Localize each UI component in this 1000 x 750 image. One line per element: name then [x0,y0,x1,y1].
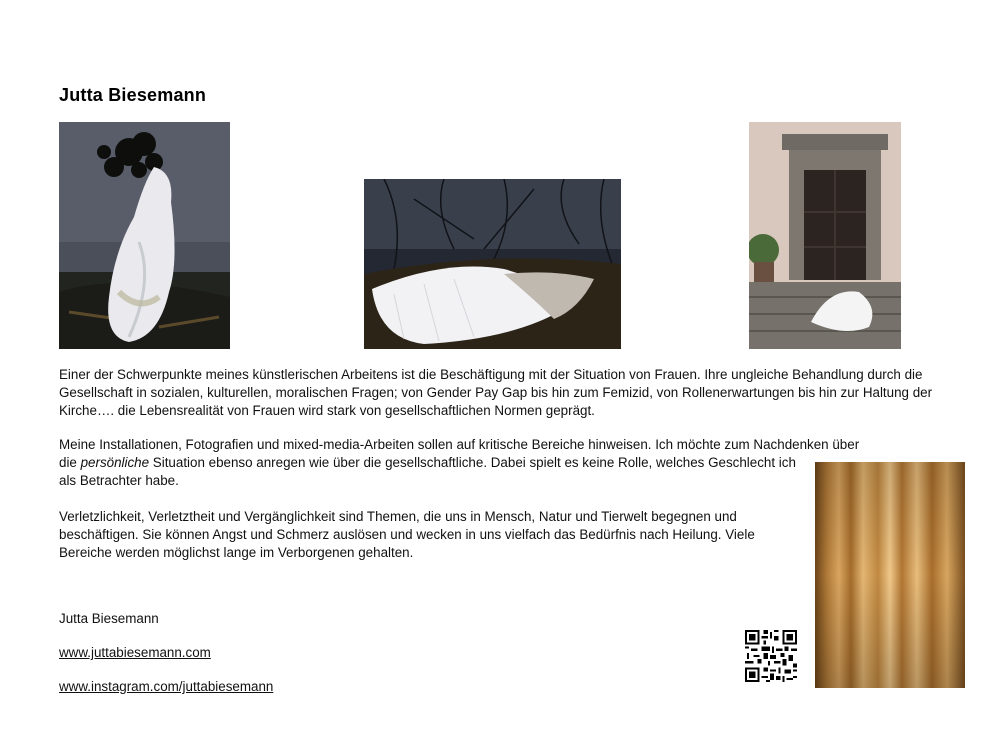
website-link[interactable]: www.juttabiesemann.com [59,645,211,660]
contact-name: Jutta Biesemann [59,611,159,626]
instagram-link[interactable]: www.instagram.com/juttabiesemann [59,679,274,694]
paragraph-2-pre: die [59,455,81,471]
paragraph-2-line-1: Meine Installationen, Fotografien und mixed-media-Arbeiten sollen auf kritische Bereiche hinweisen. Ich möchte zum Nachdenken über [59,437,860,452]
paragraph-3: Verletzlichkeit, Verletztheit und Vergänglichkeit sind Themen, die uns in Mensch, Natur und Tierwelt begegnen und beschäftigen. Sie können Angst und Schmerz auslösen und wecken in uns vielfach das Bedürfnis nach Heilung. Viele Bereiche werden möglichst lange im Verborgenen gehalten. [59,509,755,561]
photo-door-dress-on-steps [749,122,901,349]
paragraph-2 [59,436,860,491]
photo-white-dress-on-ground [59,122,230,349]
paragraph-2-emphasis: persönliche [80,455,150,471]
paragraph-2-post: Situation ebenso anregen wie über die gesellschaftliche. Dabei spielt es keine Rolle, welches Geschlecht ich als Betrachter habe. [59,455,796,489]
qr-code-icon[interactable] [745,630,797,682]
page-title: Jutta Biesemann [59,85,207,105]
photo-golden-curtains [815,462,965,688]
photo-white-fabric-branches [364,179,621,349]
paragraph-1: Einer der Schwerpunkte meines künstlerischen Arbeitens ist die Beschäftigung mit der Situation von Frauen. Ihre ungleiche Behandlung durch die Gesellschaft in sozialen, kulturellen, moralischen Fragen; von Gender Pay Gap bis hin zum Femizid, von Rollenerwartungen bis hin zur Haltung der Kirche…. die Lebensrealität von Frauen wird stark von gesellschaftlichen Normen geprägt. [59,367,933,419]
